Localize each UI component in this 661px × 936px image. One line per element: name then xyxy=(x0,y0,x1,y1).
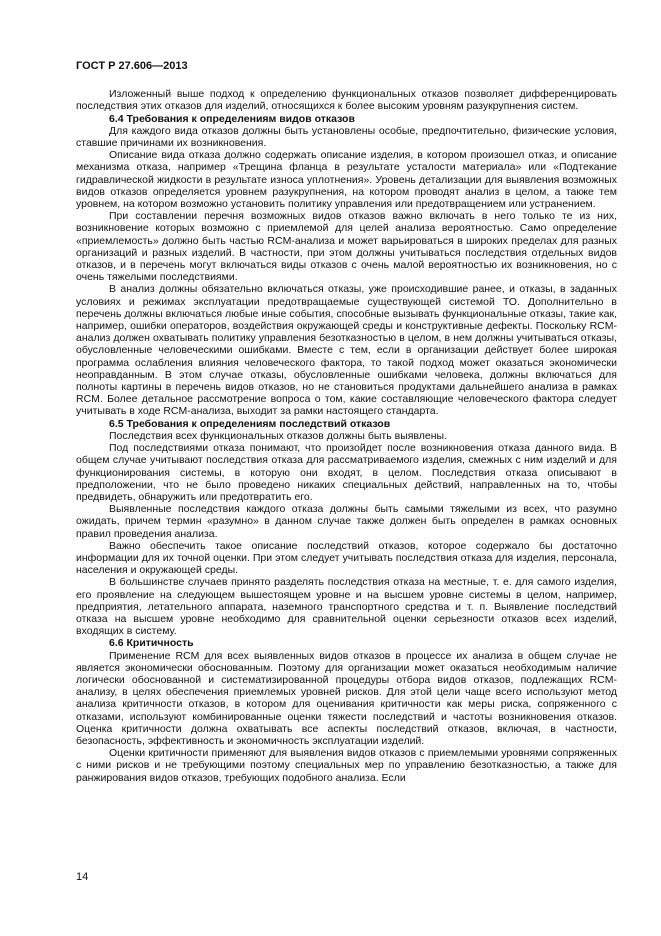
section-heading-6-6: 6.6 Критичность xyxy=(109,637,194,650)
paragraph: Для каждого вида отказов должны быть установлены особые, предпочтительно, физические условия, ставшие причинами их возникновения. xyxy=(76,124,617,150)
document-page xyxy=(76,60,617,784)
paragraph: Выявленные последствия каждого отказа должны быть самыми тяжелыми из всех, что разумно ожидать, причем термин «разумно» в данном случае также должен быть определен в рамках основных правил проведения анализа. xyxy=(76,503,617,540)
paragraph: Оценки критичности применяют для выявления видов отказов с приемлемыми уровнями сопряженных с ними рисков и не требующими поэтому специальных мер по управлению безотказностью, а также для ранжирования видов отказов, требующих подобного анализа. Если xyxy=(76,747,617,784)
paragraph: В анализ должны обязательно включаться отказы, уже происходившие ранее, и отказы, в заданных условиях и режимах эксплуатации предотвращаемые существующей системой ТО. Дополнительно в перечень должны включаться любые иные события, способные вызывать функциональные отказы, такие как, например, ошибки операторов, воздействия окружающей среды и конструктивные дефекты. Поскольку RCM-анализ должен охватывать политику управления безотказностью в целом, в нем должны учитываться отказы, обусловленные человеческими ошибками. Вместе с тем, если в организации действует более широкая программа ослабления влияния человеческого фактора, то такой подход может оказаться экономически неоправданным. В этом случае отказы, обусловленные ошибками человека, должны включаться для полноты картины в перечень видов отказов, но не становиться продуктами дальнейшего анализа в рамках RCM. Более детальное рассмотрение вопроса о том, какие составляющие человеческого фактора следует учитывать в ходе RCM-анализа, выходит за рамки настоящего стандарта. xyxy=(76,283,617,418)
paragraph: Под последствиями отказа понимают, что произойдет после возникновения отказа данного вида. В общем случае учитывают последствия отказа для рассматриваемого изделия, смежных с ним изделий и для функционирования системы, в которую они входят, в целом. Последствия отказа описывают в предположении, что не было проведено никаких специальных действий, направленных на то, чтобы предвидеть, обнаружить или предотвратить его. xyxy=(76,442,617,503)
section-heading-6-4: 6.4 Требования к определениям видов отказов xyxy=(109,112,355,125)
paragraph: Применение RCM для всех выявленных видов отказов в процессе их анализа в общем случае не является экономически обоснованным. Поэтому для организации может оказаться необходимым наличие логически обоснованной и систематизированной процедуры отбора видов отказов, подлежащих RCM-анализу, в целях обеспечения приемлемых уровней рисков. Для этой цели чаще всего используют метод анализа критичности отказов, в котором для оценивания критичности как меры риска, сопряженного с отказами, используют комбинированные оценки тяжести последствий и частоты возникновения отказов. Оценка критичности должна охватывать все аспекты последствий отказов, включая, в частности, безопасность, эффективность и экономичность эксплуатации изделий. xyxy=(76,649,617,747)
paragraph: При составлении перечня возможных видов отказов важно включать в него только те из них, возникновение которых возможно с приемлемой для целей анализа вероятностью. Само определение «приемлемость» должно быть частью RCM-анализа и может варьироваться в широких пределах для разных организаций и разных изделий. В частности, при этом должны учитываться последствия отдельных видов отказов, и в перечень могут включаться виды отказов с очень малой вероятностью их возникновения, но с очень тяжелыми последствиями. xyxy=(76,210,617,284)
document-header: ГОСТ Р 27.606—2013 xyxy=(76,60,188,72)
page-number: 14 xyxy=(76,871,89,883)
section-heading-6-5: 6.5 Требования к определениям последствий отказов xyxy=(109,417,391,430)
paragraph: Изложенный выше подход к определению функциональных отказов позволяет дифференцировать последствия этих отказов для изделий, относящихся к более высоким уровням разукрупнения систем. xyxy=(76,88,617,113)
paragraph: В большинстве случаев принято разделять последствия отказа на местные, т. е. для самого изделия, его проявление на следующем вышестоящем уровне и на высшем уровне системы в целом, например, предприятия, летательного аппарата, наземного транспортного средства и т. п. Выявление последствий отказа на высшем уровне необходимо для сравнительной оценки серьезности отказов всех изделий, входящих в систему. xyxy=(76,576,617,638)
paragraph: Важно обеспечить такое описание последствий отказов, которое содержало бы достаточно информации для их точной оценки. При этом следует учитывать последствия отказа для изделия, персонала, населения и окружающей среды. xyxy=(76,539,617,577)
paragraph: Описание вида отказа должно содержать описание изделия, в котором произошел отказ, и описание механизма отказа, например «Трещина фланца в результате усталости материала» или «Подтекание гидравлической жидкости в результате износа уплотнения». Уровень детализации для выявления возможных видов отказов определяется уровнем разукрупнения, на котором проводят анализ в целом, а также тем уровнем, на котором возможно установить политику управления или предотвращением или устранением. xyxy=(76,149,617,211)
paragraph: Последствия всех функциональных отказов должны быть выявлены. xyxy=(109,429,447,442)
